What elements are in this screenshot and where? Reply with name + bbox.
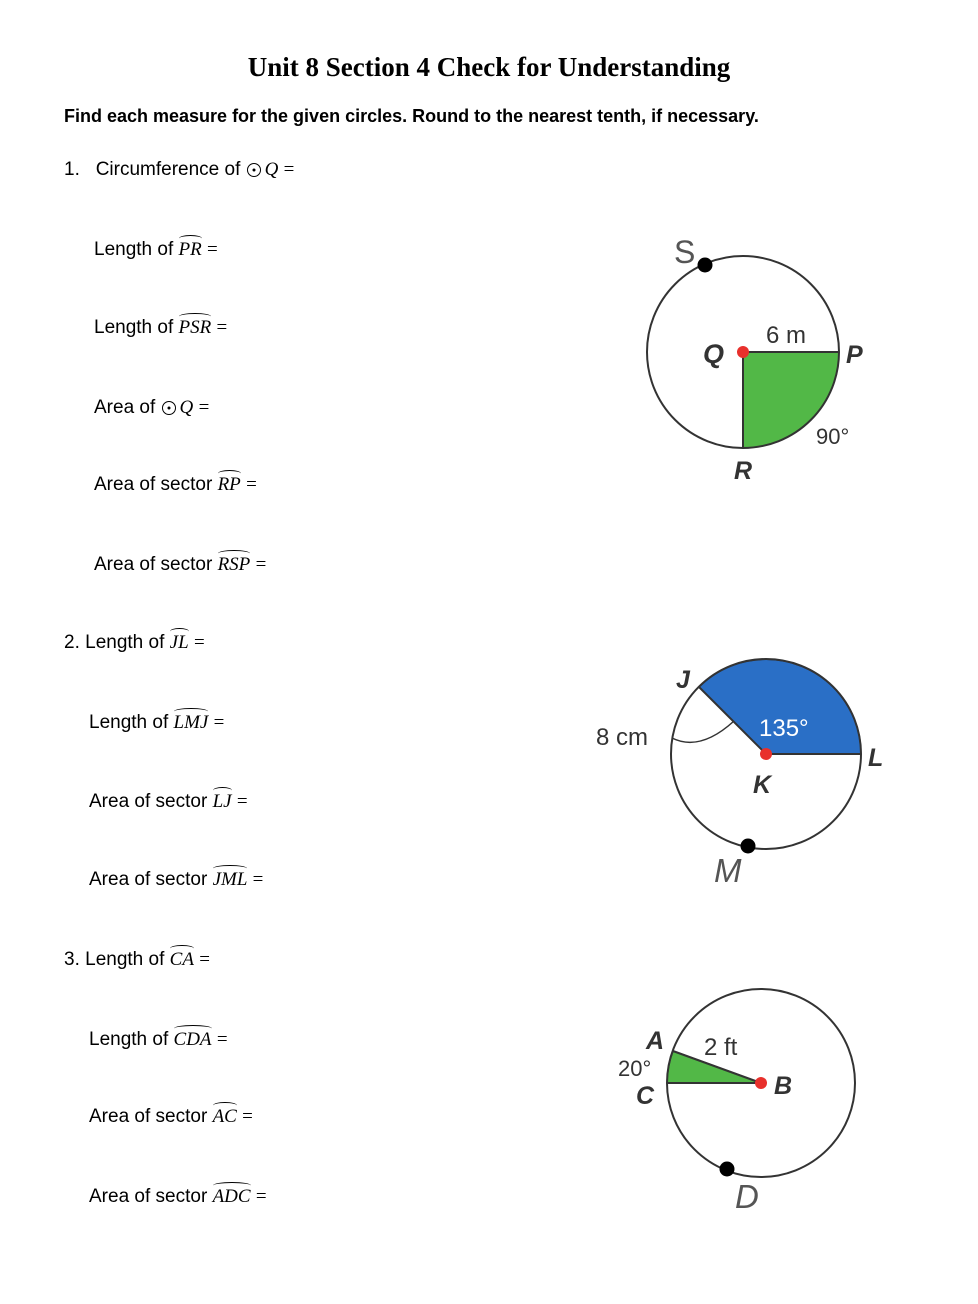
label-d: D [735, 1178, 759, 1215]
label-angle: 90° [816, 424, 850, 449]
arc-label: PR [178, 239, 202, 260]
question-number: 2. [64, 632, 80, 653]
arc-label: CA [169, 949, 194, 970]
arc-label: PSR [178, 317, 212, 338]
point-s [698, 258, 713, 273]
center-point-k [760, 748, 772, 760]
label-a: A [646, 1027, 665, 1055]
label-angle: 135° [759, 715, 809, 742]
question-3-length-cda: Length of CDA = [89, 1029, 228, 1050]
label-radius: 8 cm [596, 724, 649, 751]
arc-label: LMJ [173, 712, 209, 733]
question-1-length-psr: Length of PSR = [94, 317, 228, 338]
question-1-length-pr: Length of PR = [94, 239, 218, 260]
label-radius: 6 m [766, 322, 807, 349]
arc-label: ADC [212, 1186, 251, 1207]
label-l: L [868, 744, 884, 772]
label-b: B [774, 1072, 793, 1100]
label-q: Q [703, 339, 725, 369]
question-2-area-sector-lj: Area of sector LJ = [89, 791, 248, 812]
question-3-area-sector-adc: Area of sector ADC = [89, 1186, 267, 1207]
label-m: M [714, 852, 742, 889]
question-2-length-lmj: Length of LMJ = [89, 712, 225, 733]
arc-label: JL [169, 632, 189, 653]
arc-label: AC [212, 1106, 237, 1127]
question-1-circumference: 1. Circumference of Q = [64, 159, 295, 180]
center-point-b [755, 1077, 767, 1089]
question-number: 3. [64, 949, 80, 970]
question-1-area-circle: Area of Q = [94, 397, 210, 418]
label-radius: 2 ft [704, 1034, 738, 1061]
arc-label: JML [212, 869, 248, 890]
label-s: S [674, 234, 696, 270]
instructions: Find each measure for the given circles. Round to the nearest tenth, if necessary. [64, 106, 759, 126]
figure-2-circle-k [596, 659, 883, 889]
question-1-area-sector-rp: Area of sector RP = [94, 474, 257, 495]
question-number: 1. [64, 159, 80, 180]
figure-3-circle-b [618, 989, 855, 1215]
question-3-length-ca: 3. Length of CA = [64, 949, 210, 970]
label-p: P [846, 341, 863, 369]
label-r: R [734, 457, 753, 485]
page-title: Unit 8 Section 4 Check for Understanding [247, 52, 731, 82]
point-m [741, 839, 756, 854]
arc-label: RSP [217, 554, 251, 575]
label-c: C [636, 1082, 655, 1110]
question-2-area-sector-jml: Area of sector JML = [89, 869, 264, 890]
figure-1-circle-q [647, 234, 863, 485]
arc-label: LJ [212, 791, 232, 812]
label-j: J [676, 666, 690, 694]
arc-label: CDA [173, 1029, 212, 1050]
question-2-length-jl: 2. Length of JL = [64, 632, 205, 653]
point-d [720, 1162, 735, 1177]
question-3-area-sector-ac: Area of sector AC = [89, 1106, 253, 1127]
label-k: K [753, 771, 772, 799]
center-point-q [737, 346, 749, 358]
arc-label: RP [217, 474, 241, 495]
question-1-area-sector-rsp: Area of sector RSP = [94, 554, 267, 575]
radius-pointer [672, 721, 734, 742]
label-angle: 20° [618, 1056, 652, 1081]
